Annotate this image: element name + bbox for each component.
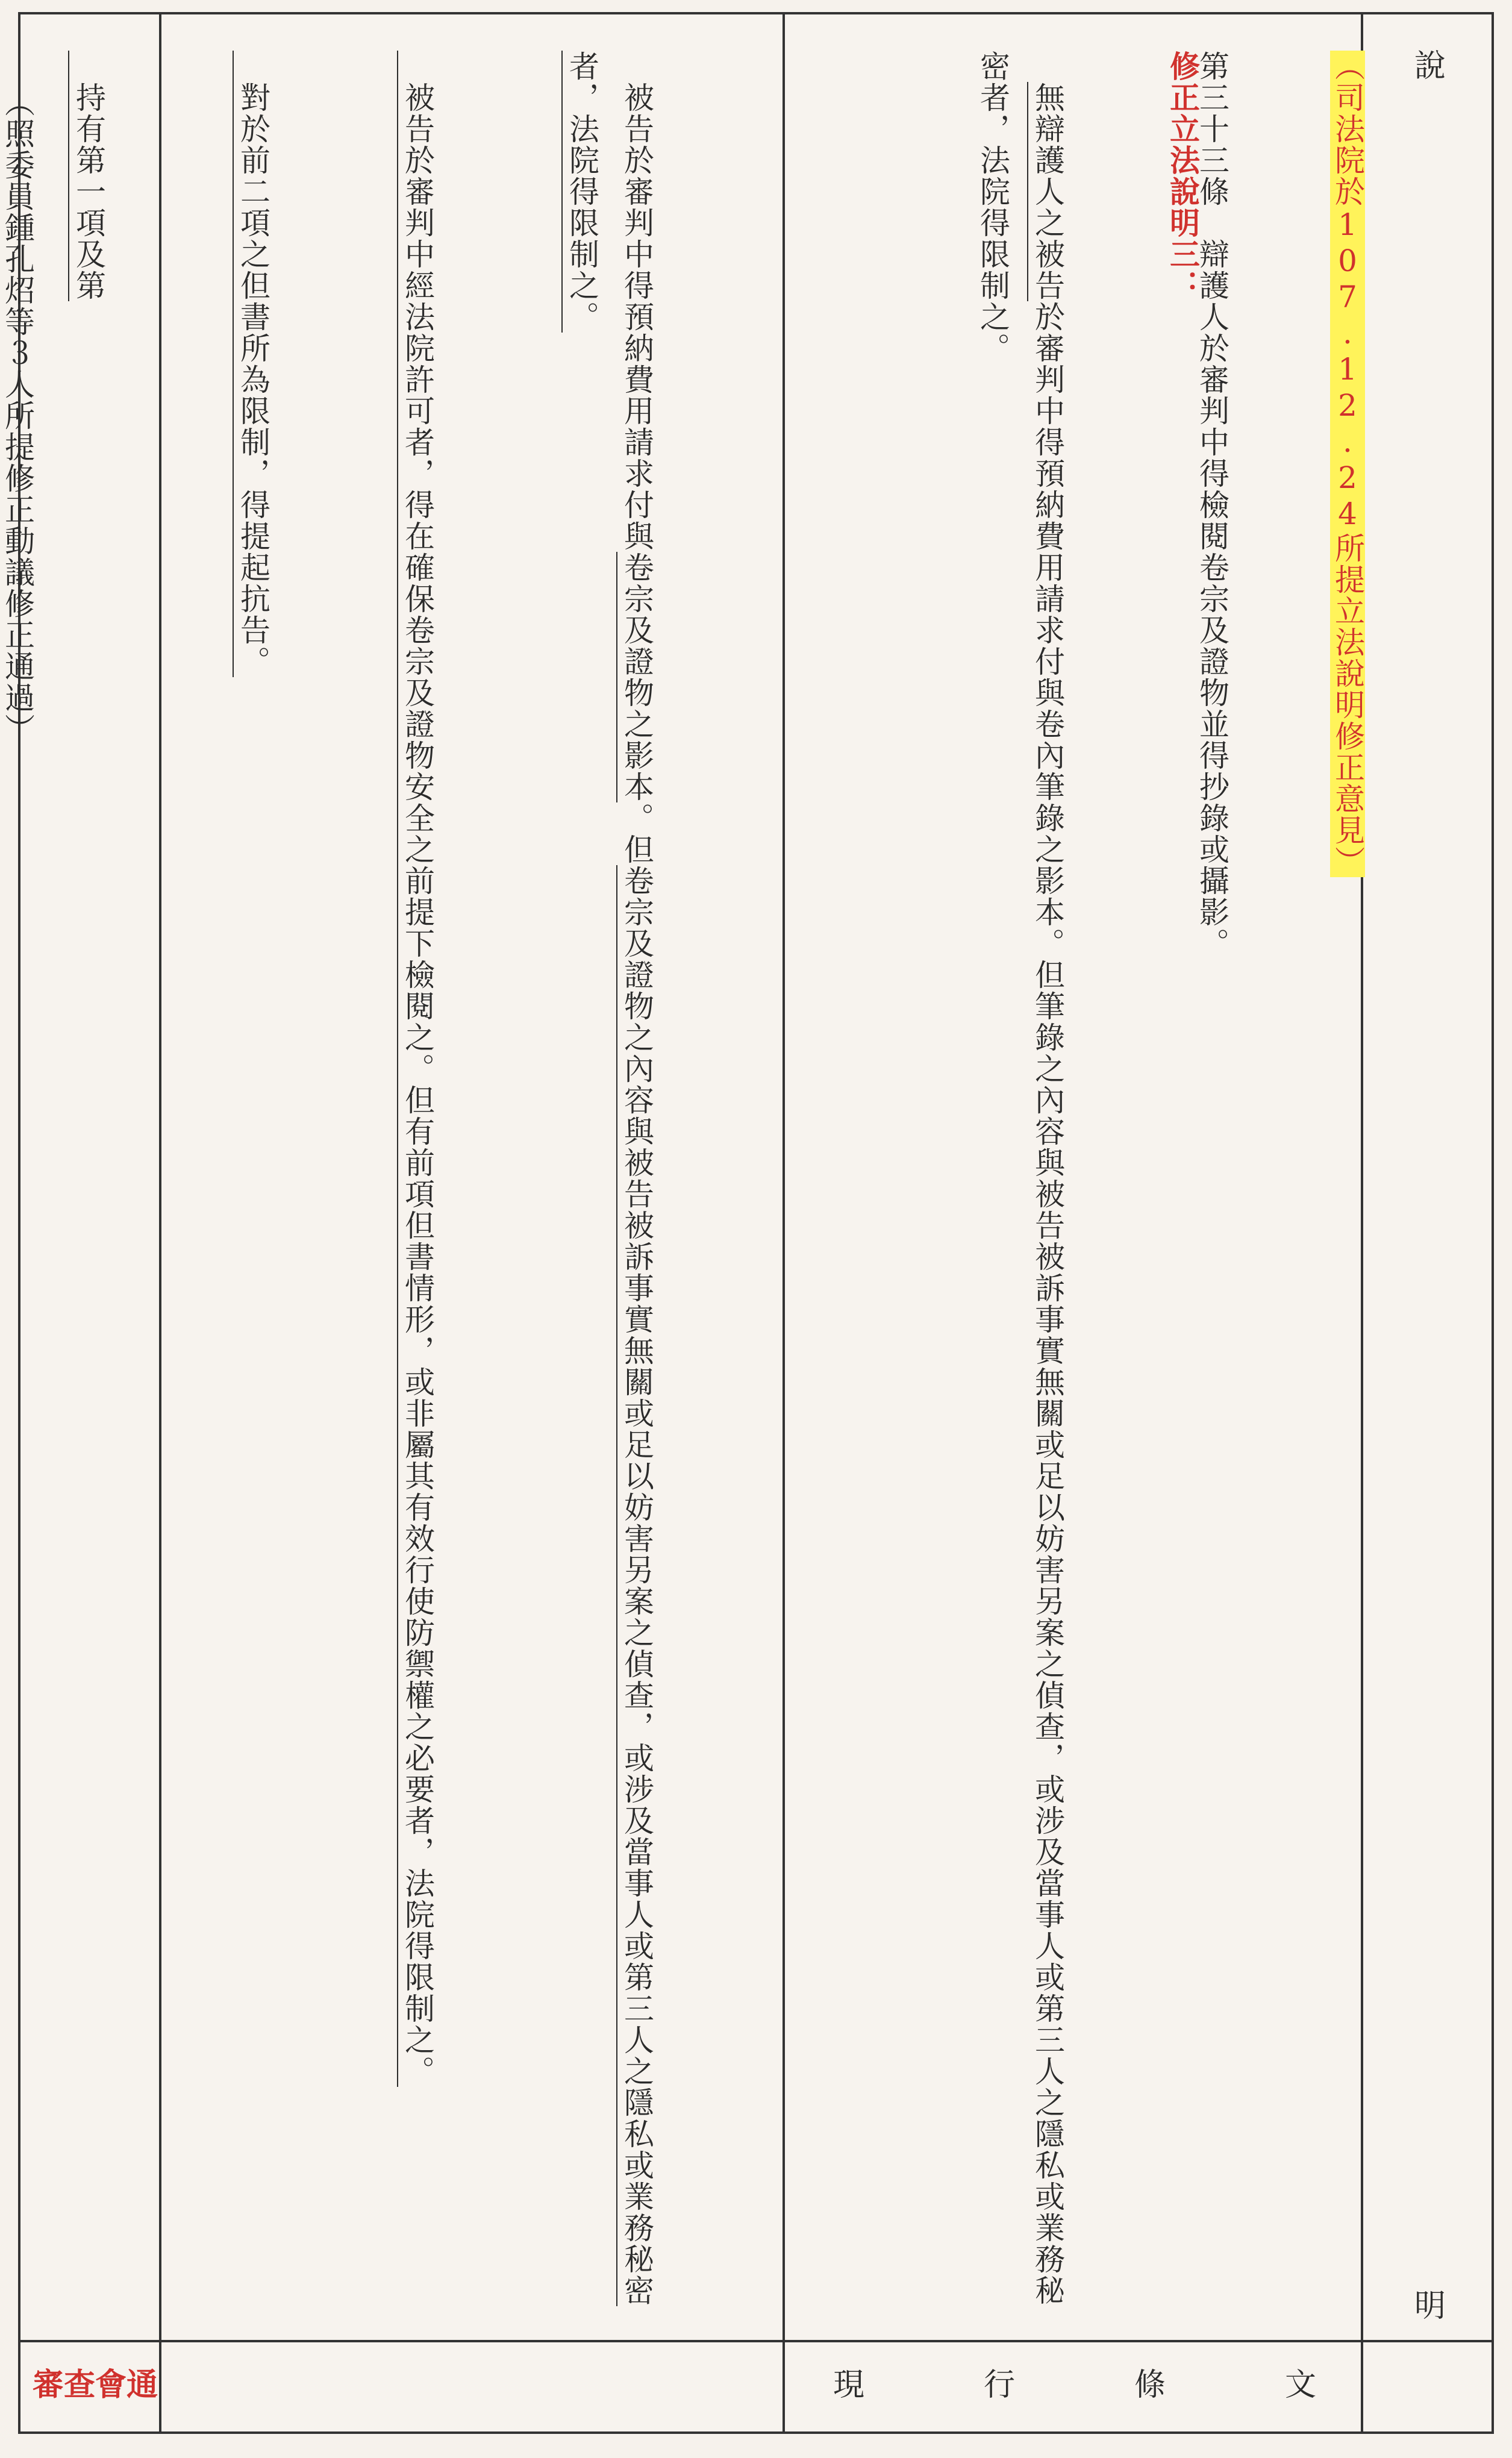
explanation-text: （司法院於107.12.24所提立法說明修正意見） 修正立法說明三：: [1165, 51, 1365, 877]
amended-article-text: （照委員鍾孔炤等３人所提修正動議修正通過）: [0, 87, 35, 745]
current-header: 現 行 條 文: [833, 2367, 1316, 2403]
amended-header: 審 查 會 通: [33, 2366, 158, 2403]
current-article-text: 第三十三條 辯護人於審判中得檢閱卷宗及證物並得抄錄或攝影。 無辯護人之被告於審判中得預納費用請求付與卷內筆錄之影本。但筆錄之內容與被告被訴事實無關或足以妨害另案之偵查，或涉及當事人或第三人之隱私或業務秘密者，法院得限制之。: [975, 51, 1229, 2306]
header-divider: [20, 2340, 1492, 2342]
column-divider: [783, 14, 785, 2431]
amended-article-continued: 被告於審判中得預納費用請求付與卷宗及證物之影本。但卷宗及證物之內容與被告被訴事實無關或足以妨害另案之偵查，或涉及當事人或第三人之隱私或業務秘密者，法院得限制之。 被告於審判中經法院許可者，得在確保卷宗及證物安全之前提下檢閱之。但有前項但書情形，或非屬其有效行使防禦權之必要者，法院得限制之。 對於前二項之但書所為限制，得提起抗告。 持有第一項及第: [71, 51, 654, 2306]
explanation-header: 說 明: [1414, 48, 1446, 2324]
document-page: [0, 12, 1494, 2434]
